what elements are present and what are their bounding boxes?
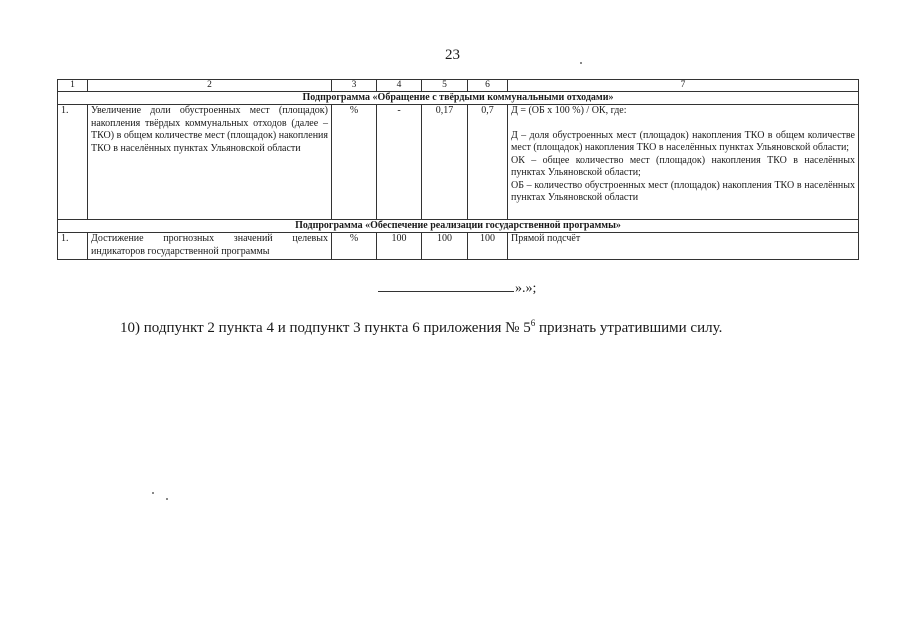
closing-mark [378, 281, 548, 297]
header-cell: 6 [468, 80, 508, 92]
note-line: Д – доля обустроенных мест (площадок) накопления ТКО в общем количестве мест (площадок) накопления ТКО в населённых пунктах Ульяновской области; [511, 129, 855, 153]
note-line: ОБ – количество обустроенных мест (площадок) накопления ТКО в населённых пунктах Ульяновской области [511, 179, 855, 203]
page-number: 23 [445, 47, 460, 63]
scan-speck [580, 62, 582, 64]
section-title-row [58, 220, 859, 233]
note-line: ОК – общее количество мест (площадок) накопления ТКО в населённых пунктах Ульяновской области; [511, 154, 855, 178]
closing-quote: ».»; [515, 281, 537, 296]
section-title: Подпрограмма «Обращение с твёрдыми коммунальными отходами» [58, 92, 859, 105]
value-cell-4: - [377, 105, 422, 220]
indicators-table [57, 79, 859, 260]
scan-speck [166, 498, 168, 500]
row-number: 1. [58, 105, 88, 220]
row-number: 1. [58, 233, 88, 260]
header-cell: 3 [332, 80, 377, 92]
table-row [58, 105, 859, 220]
header-cell: 1 [58, 80, 88, 92]
table-row [58, 233, 859, 260]
scan-speck [152, 492, 154, 494]
item-10-tail: признать утратившими силу. [535, 320, 723, 336]
item-10-superscript: 6 [530, 318, 536, 328]
indicator-name: Достижение прогнозных значений целевых индикаторов государственной программы [88, 233, 332, 260]
item-10-paragraph [120, 318, 722, 337]
formula: Д = (ОБ х 100 %) / ОК, где: [511, 105, 627, 116]
unit-cell: % [332, 233, 377, 260]
value-cell-6: 0,7 [468, 105, 508, 220]
section-title: Подпрограмма «Обеспечение реализации государственной программы» [58, 220, 859, 233]
header-cell: 2 [88, 80, 332, 92]
value-cell-5: 0,17 [422, 105, 468, 220]
value-cell-6: 100 [468, 233, 508, 260]
table-header-row [58, 80, 859, 92]
indicator-name: Увеличение доли обустроенных мест (площадок) накопления твёрдых коммунальных отходов (далее – ТКО) в общем количестве мест (площадок) накопления ТКО в населённых пунктах Ульяновской области [88, 105, 332, 220]
value-cell-4: 100 [377, 233, 422, 260]
method-cell: Прямой подсчёт [508, 233, 859, 260]
item-10-text: 10) подпункт 2 пункта 4 и подпункт 3 пункта 6 приложения № 5 [120, 320, 531, 336]
unit-cell: % [332, 105, 377, 220]
value-cell-5: 100 [422, 233, 468, 260]
header-cell: 7 [508, 80, 859, 92]
closing-rule [378, 281, 514, 292]
method-cell [508, 105, 859, 220]
header-cell: 4 [377, 80, 422, 92]
header-cell: 5 [422, 80, 468, 92]
section-title-row [58, 92, 859, 105]
